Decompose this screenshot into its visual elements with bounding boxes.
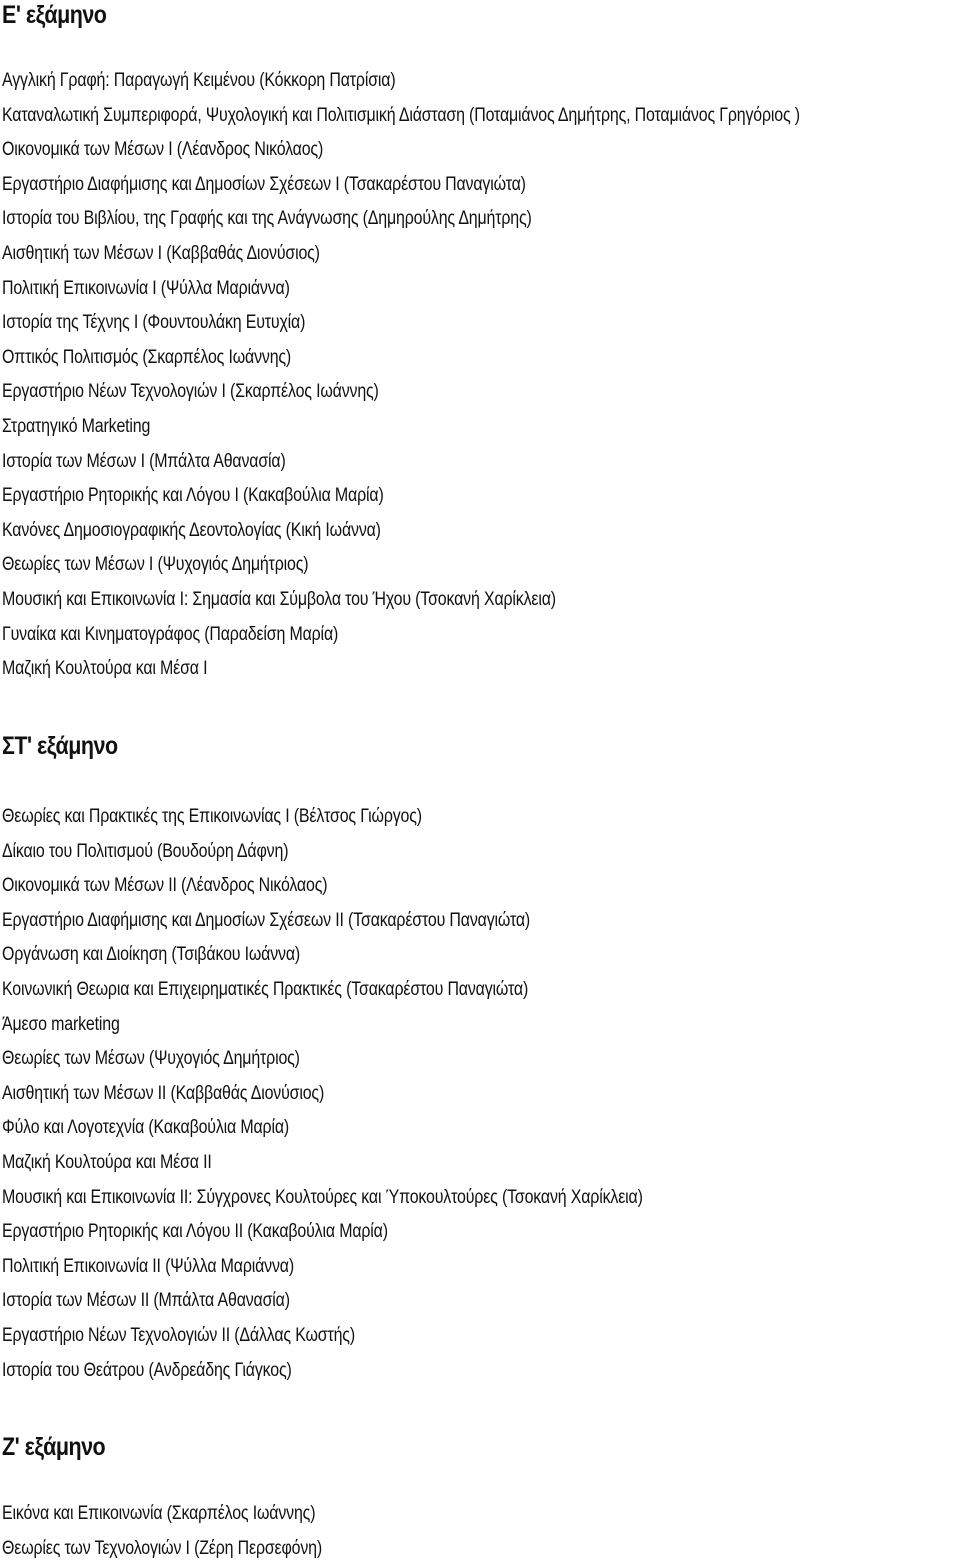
list-item: Ιστορία των Μέσων Ι (Μπάλτα Αθανασία) xyxy=(2,450,286,472)
list-item: Ιστορία των Μέσων ΙΙ (Μπάλτα Αθανασία) xyxy=(2,1290,290,1312)
list-item: Μαζική Κουλτούρα και Μέσα Ι xyxy=(2,658,208,680)
list-item: Οργάνωση και Διοίκηση (Τσιβάκου Ιωάννα) xyxy=(2,944,301,966)
list-item: Πολιτική Επικοινωνία ΙΙ (Ψύλλα Μαριάννα) xyxy=(2,1255,295,1277)
list-item: Δίκαιο του Πολιτισμού (Βουδούρη Δάφνη) xyxy=(2,840,289,862)
list-item: Εικόνα και Επικοινωνία (Σκαρπέλος Ιωάννης) xyxy=(2,1503,316,1524)
list-item: Κοινωνική Θεωρια και Επιχειρηματικές Πρακτικές (Τσακαρέστου Παναγιώτα) xyxy=(2,978,529,1000)
list-item: Εργαστήριο Ρητορικής και Λόγου ΙΙ (Κακαβούλια Μαρία) xyxy=(2,1221,388,1243)
list-item: Γυναίκα και Κινηματογράφος (Παραδείση Μαρία) xyxy=(2,623,339,645)
list-item: Μουσική και Επικοινωνία ΙΙ: Σύγχρονες Κουλτούρες και Ύποκουλτούρες (Τσοκανή Χαρίκλεια) xyxy=(2,1186,643,1208)
list-item: Εργαστήριο Διαφήμισης και Δημοσίων Σχέσεων ΙΙ (Τσακαρέστου Παναγιώτα) xyxy=(2,909,531,931)
list-item: Εργαστήριο Νέων Τεχνολογιών Ι (Σκαρπέλος Ιωάννης) xyxy=(2,381,379,403)
list-item: Οικονομικά των Μέσων ΙΙ (Λέανδρος Νικόλαος) xyxy=(2,875,328,897)
list-item: Θεωρίες των Μέσων Ι (Ψυχογιός Δημήτριος) xyxy=(2,554,309,576)
list-item: Αισθητική των Μέσων ΙΙ (Καββαθάς Διονύσιος) xyxy=(2,1082,325,1104)
list-item: Μουσική και Επικοινωνία Ι: Σημασία και Σύμβολα του Ήχου (Τσοκανή Χαρίκλεια) xyxy=(2,588,556,610)
list-item: Ιστορία του Θεάτρου (Ανδρεάδης Γιάγκος) xyxy=(2,1359,292,1381)
list-item: Εργαστήριο Νέων Τεχνολογιών ΙΙ (Δάλλας Κωστής) xyxy=(2,1324,355,1346)
semester-heading-st: ΣΤ' εξάμηνο xyxy=(2,732,118,760)
list-item: Φύλο και Λογοτεχνία (Κακαβούλια Μαρία) xyxy=(2,1117,290,1139)
list-item: Θεωρίες των Τεχνολογιών Ι (Ζέρη Περσεφόνη) xyxy=(2,1537,323,1559)
list-item: Αισθητική των Μέσων Ι (Καββαθάς Διονύσιος) xyxy=(2,242,320,264)
semester-heading-z: Ζ' εξάμηνο xyxy=(2,1433,106,1461)
list-item: Εργαστήριο Διαφήμισης και Δημοσίων Σχέσεων Ι (Τσακαρέστου Παναγιώτα) xyxy=(2,173,526,195)
course-list-z xyxy=(2,1497,383,1566)
list-item: Άμεσο marketing xyxy=(2,1013,120,1035)
list-item: Κανόνες Δημοσιογραφικής Δεοντολογίας (Κική Ιωάννα) xyxy=(2,519,381,541)
course-list-e xyxy=(2,64,952,687)
list-item: Πολιτική Επικοινωνία Ι (Ψύλλα Μαριάννα) xyxy=(2,277,290,299)
list-item: Οπτικός Πολιτισμός (Σκαρπέλος Ιωάννης) xyxy=(2,346,292,368)
list-item: Στρατηγικό Marketing xyxy=(2,415,151,437)
list-item: Καταναλωτική Συμπεριφορά, Ψυχολογική και Πολιτισμική Διάσταση (Ποταμιάνος Δημήτρης, Ποταμιάνος Γρηγόριος ) xyxy=(2,104,800,126)
list-item: Εργαστήριο Ρητορικής και Λόγου Ι (Κακαβούλια Μαρία) xyxy=(2,485,384,507)
semester-heading-e: Ε' εξάμηνο xyxy=(2,1,107,29)
list-item: Αγγλική Γραφή: Παραγωγή Κειμένου (Κόκκορη Πατρίσια) xyxy=(2,70,396,91)
list-item: Θεωρίες και Πρακτικές της Επικοινωνίας Ι (Βέλτσος Γιώργος) xyxy=(2,806,422,827)
list-item: Οικονομικά των Μέσων Ι (Λέανδρος Νικόλαος) xyxy=(2,139,324,161)
list-item: Ιστορία της Τέχνης Ι (Φουντουλάκη Ευτυχία) xyxy=(2,312,306,334)
course-list-st xyxy=(2,800,765,1388)
list-item: Ιστορία του Βιβλίου, της Γραφής και της Ανάγνωσης (Δημηρούλης Δημήτρης) xyxy=(2,208,532,230)
list-item: Μαζική Κουλτούρα και Μέσα ΙΙ xyxy=(2,1151,212,1173)
list-item: Θεωρίες των Μέσων (Ψυχογιός Δημήτριος) xyxy=(2,1048,300,1070)
